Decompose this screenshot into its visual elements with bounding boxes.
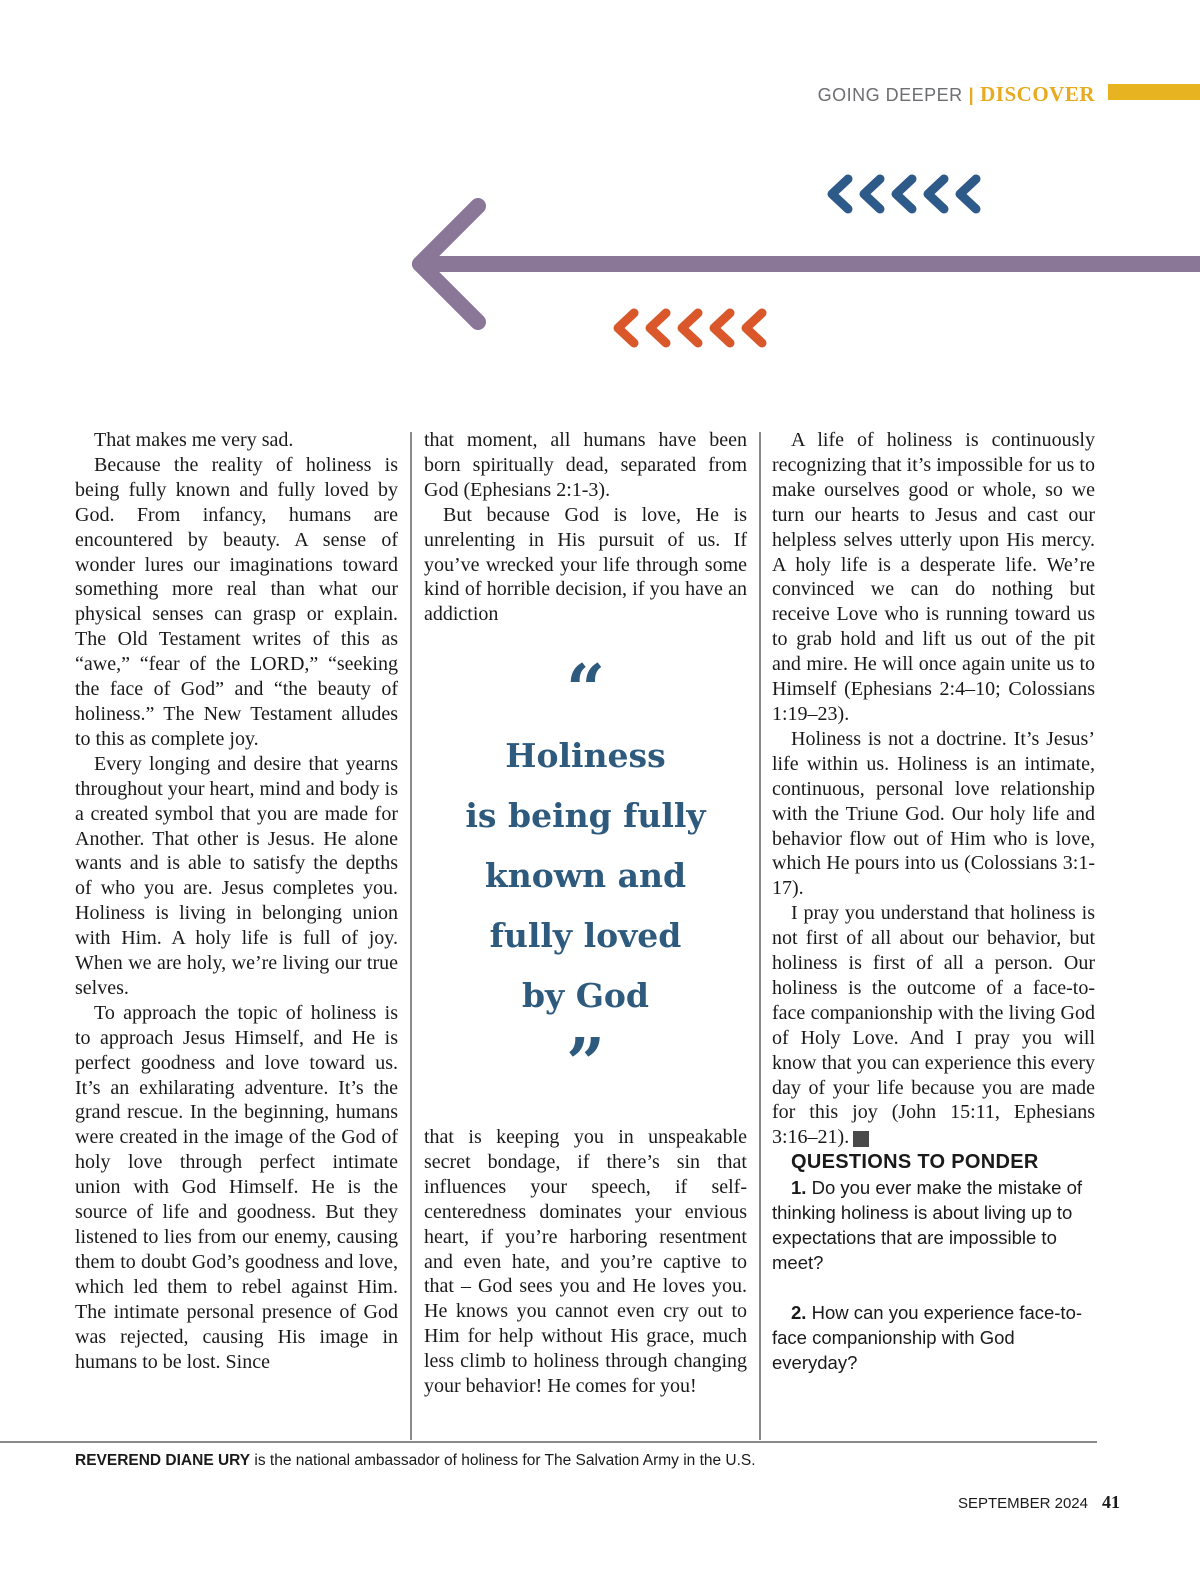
- pull-quote-text: [424, 726, 747, 1026]
- arrow-left-icon: [420, 206, 1200, 322]
- pull-quote-line: Holiness: [505, 736, 666, 775]
- section-name: GOING DEEPER: [817, 85, 963, 105]
- page-footer: [958, 1492, 1120, 1513]
- question-text: Do you ever make the mistake of thinking holiness is about living up to expectations that are impossible to meet?: [772, 1177, 1083, 1274]
- column-divider: [759, 432, 761, 1440]
- question-item: [772, 1300, 1095, 1375]
- question-text: How can you experience face-to-face companionship with God everyday?: [772, 1302, 1083, 1374]
- issue-date: SEPTEMBER 2024: [957, 1495, 1088, 1512]
- paragraph: that moment, all humans have been born spiritually dead, separated from God (Ephesians 2:1-3).: [424, 429, 747, 501]
- paragraph: Because the reality of holiness is being fully known and fully loved by God. From infancy, humans are encountered by beauty. A sense of wonder lures our imaginations toward something more real than what our physical senses can grasp or explain. The Old Testament writes of this as “awe,” “fear of the LORD,” “seeking the face of God” and “the beauty of holiness.” The New Testament alludes to this as complete joy.: [75, 453, 398, 750]
- pull-quote-line: fully loved: [489, 916, 682, 955]
- footer-divider: [0, 1441, 1097, 1443]
- header-accent-bar: [1108, 84, 1200, 100]
- questions-title: QUESTIONS TO PONDER: [791, 1151, 1039, 1174]
- section-category: DISCOVER: [980, 82, 1095, 106]
- article-column-2-bottom: [424, 1125, 747, 1399]
- question-number: 1.: [791, 1177, 807, 1199]
- section-header: [0, 78, 1200, 108]
- pull-quote: [424, 650, 747, 1104]
- header-separator: |: [968, 85, 975, 105]
- article-column-3: [772, 428, 1095, 1375]
- paragraph: But because God is love, He is unrelenting in His pursuit of us. If you’ve wrecked your life through some kind of horrible decision, if you have an addiction: [424, 503, 747, 626]
- paragraph: that is keeping you in unspeakable secret bondage, if there’s sin that influences your speech, if self-centeredness dominates your envious heart, if you’re harboring resentment and even hate, and you’re captive to that – God sees you and He loves you. He knows you cannot even cry out to Him for help without His grace, much less climb to holiness through changing your behavior! He comes for you!: [424, 1126, 747, 1398]
- pull-quote-line: known and: [484, 856, 687, 895]
- author-bio: is the national ambassador of holiness for The Salvation Army in the U.S.: [250, 1452, 756, 1469]
- chevron-left-icon: [618, 313, 762, 343]
- author-name: REVEREND DIANE URY: [75, 1452, 251, 1469]
- author-byline: [75, 1452, 1075, 1470]
- paragraph: [772, 901, 1095, 1150]
- pull-quote-line: by God: [521, 976, 649, 1015]
- paragraph: To approach the topic of holiness is to approach Jesus Himself, and He is perfect goodness and love toward us. It’s an exhilarating adventure. It’s the grand rescue. In the beginning, humans were created in the image of the God of holy love through perfect intimate union with God Himself. He is the source of life and goodness. But they listened to lies from our enemy, causing them to doubt God’s goodness and love, which led them to rebel against Him. The intimate personal presence of God was rejected, causing His image in humans to be lost. Since: [75, 1001, 398, 1373]
- close-quote-mark: ”: [565, 1024, 606, 1104]
- question-number: 2.: [791, 1302, 807, 1324]
- paragraph: Holiness is not a doctrine. It’s Jesus’ life within us. Holiness is an intimate, continuous, personal love relationship with the Triune God. Our holy life and behavior flow out of Him who is love, which He pours into us (Colossians 3:1-17).: [772, 727, 1095, 900]
- column-divider: [410, 432, 412, 1440]
- article-column-1: [75, 428, 398, 1374]
- shield-icon: ℓ: [853, 1131, 869, 1147]
- pull-quote-line: is being fully: [465, 796, 706, 835]
- question-item: [772, 1175, 1095, 1275]
- paragraph: That makes me very sad.: [94, 429, 294, 451]
- article-column-2-top: [424, 428, 747, 627]
- arrow-artwork: [0, 160, 1200, 360]
- paragraph-text: I pray you understand that holiness is not first of all about our behavior, but holiness is first of all a person. Our holiness is the outcome of a face-to-face companionship with the living God of Holy Love. And I pray you will know that you can experience this every day of your life because you are made for this joy (John 15:11, Ephesians 3:16–21).: [772, 902, 1095, 1149]
- section-label: [818, 82, 1095, 107]
- open-quote-mark: “: [565, 650, 606, 730]
- chevron-left-icon: [832, 179, 976, 209]
- paragraph: Every longing and desire that yearns throughout your heart, mind and body is a created symbol that you are made for Another. That other is Jesus. He alone wants and is able to satisfy the depths of who you are. Jesus completes you. Holiness is living in belonging union with Him. A holy life is full of joy. When we are holy, we’re living our true selves.: [75, 752, 398, 999]
- paragraph: A life of holiness is continuously recognizing that it’s impossible for us to make ourselves good or whole, so we turn our hearts to Jesus and cast our helpless selves utterly upon His mercy. A holy life is a desperate life. We’re convinced we can do nothing but receive Love who is running toward us to grab hold and lift us out of the pit and mire. He will once again unite us to Himself (Ephesians 2:4–10; Colossians 1:19–23).: [772, 429, 1095, 725]
- page-number: 41: [1102, 1492, 1120, 1512]
